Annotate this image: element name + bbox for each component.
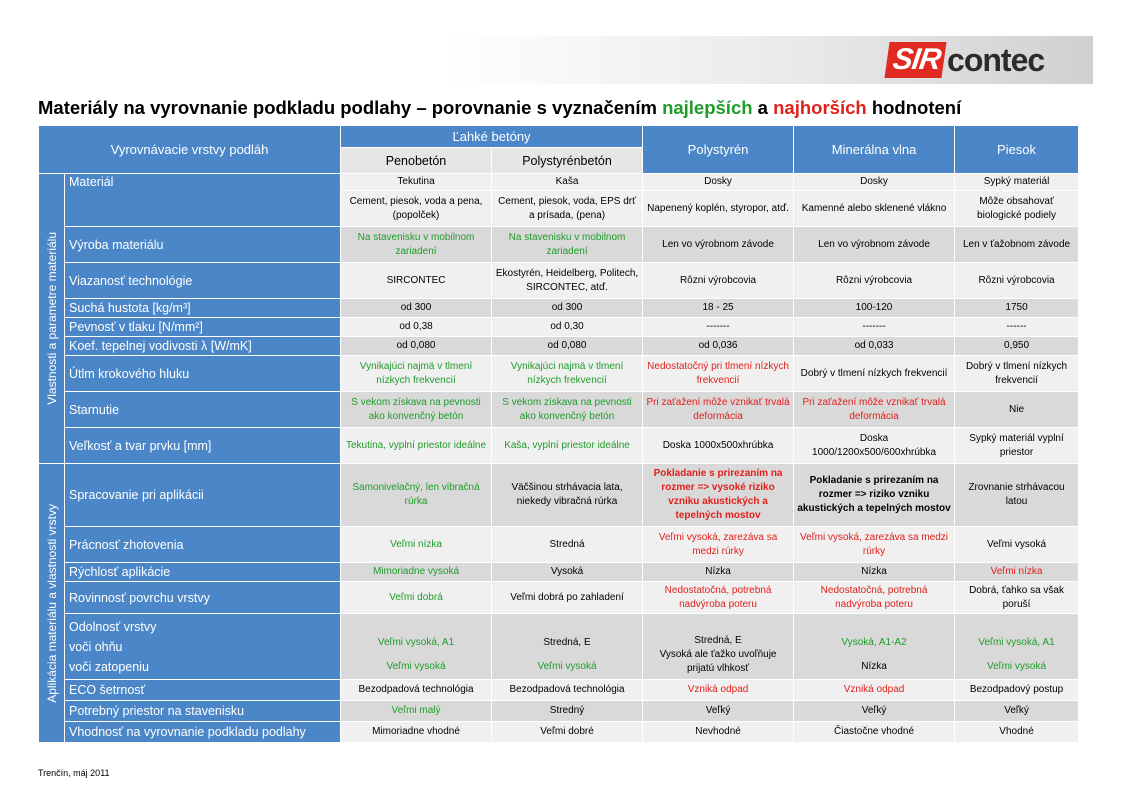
cell: Vhodné <box>955 722 1079 743</box>
cell: Nedostatočná, potrebná nadvýroba poteru <box>794 582 955 614</box>
row-label: Koef. tepelnej vodivosti λ [W/mK] <box>65 337 341 356</box>
row-label: Prácnosť zhotovenia <box>65 527 341 563</box>
cell: Nízka <box>794 563 955 582</box>
row-label: Suchá hustota [kg/m³] <box>65 299 341 318</box>
cell: Veľmi dobré <box>492 722 643 743</box>
col-header-penobeton: Penobetón <box>341 148 492 174</box>
cell: Rôzni výrobcovia <box>794 263 955 299</box>
cell: Zrovnanie strhávacou latou <box>955 464 1079 527</box>
cell: Vysoká, A1-A2 Nízka <box>794 614 955 680</box>
footer-place-date: Trenčín, máj 2011 <box>38 768 110 778</box>
cell: Napenený koplén, styropor, atď. <box>643 191 794 227</box>
cell: Pri zaťažení môže vznikať trvalá deformácia <box>794 392 955 428</box>
cell: 1750 <box>955 299 1079 318</box>
row-label: Potrebný priestor na stavenisku <box>65 701 341 722</box>
cell: Len v ťažobnom závode <box>955 227 1079 263</box>
cell: Vzniká odpad <box>643 680 794 701</box>
cell: Tekutina, vyplní priestor ideálne <box>341 428 492 464</box>
cell: Veľký <box>643 701 794 722</box>
cell: Bezodpadová technológia <box>492 680 643 701</box>
cell: Nie <box>955 392 1079 428</box>
label-resistance: Odolnosť vrstvy <box>69 619 157 634</box>
group-header-light-concrete: Ľahké betóny <box>341 126 643 148</box>
cell: Ekostyrén, Heidelberg, Politech, SIRCONTEC, atď. <box>492 263 643 299</box>
cell: Len vo výrobnom závode <box>794 227 955 263</box>
cell: Nevhodné <box>643 722 794 743</box>
cell: od 0,080 <box>492 337 643 356</box>
cell: Na stavenisku v mobilnom zariadení <box>341 227 492 263</box>
cell: Vzniká odpad <box>794 680 955 701</box>
cell: Veľmi vysoká, A1 Veľmi vysoká <box>955 614 1079 680</box>
cell: Rôzni výrobcovia <box>955 263 1079 299</box>
row-label: Viazanosť technológie <box>65 263 341 299</box>
cell: Nedostatočná, potrebná nadvýroba poteru <box>643 582 794 614</box>
cell: od 300 <box>492 299 643 318</box>
cell: Bezodpadová technológia <box>341 680 492 701</box>
cell: Čiastočne vhodné <box>794 722 955 743</box>
logo-sir-text: SIR <box>884 42 946 78</box>
cell: Pri zaťažení môže vznikať trvalá deformácia <box>643 392 794 428</box>
row-label: Rýchlosť aplikácie <box>65 563 341 582</box>
cell: od 300 <box>341 299 492 318</box>
cell: S vekom získava na pevnosti ako konvenčný betón <box>492 392 643 428</box>
cell: Stredná, E Vysoká ale ťažko uvoľňuje prijatú vlhkosť <box>643 614 794 680</box>
cell: Mimoriadne vysoká <box>341 563 492 582</box>
cell: Tekutina <box>341 174 492 191</box>
cell: Mimoriadne vhodné <box>341 722 492 743</box>
col-header-mineral-wool: Minerálna vlna <box>794 126 955 174</box>
row-label-resistance <box>65 614 341 680</box>
label-fire: voči ohňu <box>69 639 123 654</box>
row-label: ECO šetrnosť <box>65 680 341 701</box>
row-label: Materiál <box>65 174 341 227</box>
cell: Pokladanie s prirezaním na rozmer => vysoké riziko vzniku akustických a tepelných mostov <box>643 464 794 527</box>
title-main: Materiály na vyrovnanie podkladu podlahy – porovnanie s vyznačením <box>38 97 663 118</box>
cell: Sypký materiál <box>955 174 1079 191</box>
cell: Veľmi dobrá <box>341 582 492 614</box>
cell: SIRCONTEC <box>341 263 492 299</box>
col-header-polystyren: Polystyrén <box>643 126 794 174</box>
cell: Sypký materiál vyplní priestor <box>955 428 1079 464</box>
col-header-polystyrenbeton: Polystyrénbetón <box>492 148 643 174</box>
cell: Pokladanie s prirezaním na rozmer => riziko vzniku akustických a tepelných mostov <box>794 464 955 527</box>
cell: Vynikajúci najmä v tlmení nízkych frekvencií <box>492 356 643 392</box>
cell: ------ <box>955 318 1079 337</box>
row-label: Pevnosť v tlaku [N/mm²] <box>65 318 341 337</box>
cell: Stredná, E Veľmi vysoká <box>492 614 643 680</box>
cell: Veľmi vysoká, zarezáva sa medzi rúrky <box>794 527 955 563</box>
cell: Veľmi dobrá po zahladení <box>492 582 643 614</box>
cell: Cement, piesok, voda, EPS drť a prísada, (pena) <box>492 191 643 227</box>
cell: Veľmi vysoká, A1 Veľmi vysoká <box>341 614 492 680</box>
row-label: Starnutie <box>65 392 341 428</box>
cell: Nedostatočný pri tlmení nízkych frekvencií <box>643 356 794 392</box>
cell: Bezodpadový postup <box>955 680 1079 701</box>
cell: Veľmi malý <box>341 701 492 722</box>
cell: Dosky <box>794 174 955 191</box>
cell: 0,950 <box>955 337 1079 356</box>
cell: Kaša, vyplní priestor ideálne <box>492 428 643 464</box>
cell: S vekom získava na pevnosti ako konvenčný betón <box>341 392 492 428</box>
corner-header: Vyrovnávacie vrstvy podláh <box>39 126 341 174</box>
row-label: Veľkosť a tvar prvku [mm] <box>65 428 341 464</box>
title-worst: najhorších <box>773 97 867 118</box>
sircontec-logo <box>887 40 1044 80</box>
cell: od 0,080 <box>341 337 492 356</box>
cell: Rôzni výrobcovia <box>643 263 794 299</box>
cell: Dosky <box>643 174 794 191</box>
cell: Cement, piesok, voda a pena, (popolček) <box>341 191 492 227</box>
cell: Stredná <box>492 527 643 563</box>
cell: Veľmi nízka <box>341 527 492 563</box>
row-label: Rovinnosť povrchu vrstvy <box>65 582 341 614</box>
cell: Kaša <box>492 174 643 191</box>
cell: Veľmi nízka <box>955 563 1079 582</box>
cell: Dobrý v tlmení nízkych frekvencií <box>794 356 955 392</box>
row-label: Útlm krokového hluku <box>65 356 341 392</box>
cell: Veľký <box>794 701 955 722</box>
title-best: najlepších <box>662 97 753 118</box>
cell: Vynikajúci najmä v tlmení nízkych frekvencií <box>341 356 492 392</box>
cell: Veľmi vysoká, zarezáva sa medzi rúrky <box>643 527 794 563</box>
cell: od 0,033 <box>794 337 955 356</box>
cell: od 0,30 <box>492 318 643 337</box>
title-and: a <box>752 97 774 118</box>
cell: Doska 1000x500xhrúbka <box>643 428 794 464</box>
cell: Kamenné alebo sklenené vlákno <box>794 191 955 227</box>
title-end: hodnotení <box>866 97 962 118</box>
comparison-table <box>38 125 1079 743</box>
cell: Veľmi vysoká <box>955 527 1079 563</box>
cell: 100-120 <box>794 299 955 318</box>
cell: Samonivelačný, len vibračná rúrka <box>341 464 492 527</box>
cell: Dobrý v tlmení nízkych frekvencií <box>955 356 1079 392</box>
logo-contec-text: contec <box>947 41 1045 78</box>
cell: Väčšinou strhávacia lata, niekedy vibračná rúrka <box>492 464 643 527</box>
cell: Stredný <box>492 701 643 722</box>
cell: Doska 1000/1200x500/600xhrúbka <box>794 428 955 464</box>
row-label: Spracovanie pri aplikácii <box>65 464 341 527</box>
cell: Môže obsahovať biologické podiely <box>955 191 1079 227</box>
col-header-sand: Piesok <box>955 126 1079 174</box>
section-label-properties: Vlastnosti a parametre materiálu <box>39 174 65 464</box>
cell: od 0,036 <box>643 337 794 356</box>
cell: ------- <box>794 318 955 337</box>
section-label-application: Aplikácia materiálu a vlastnosti vrstvy <box>39 464 65 743</box>
cell: Nízka <box>643 563 794 582</box>
cell: ------- <box>643 318 794 337</box>
cell: Na stavenisku v mobilnom zariadení <box>492 227 643 263</box>
cell: od 0,38 <box>341 318 492 337</box>
row-label: Vhodnosť na vyrovnanie podkladu podlahy <box>65 722 341 743</box>
cell: Veľký <box>955 701 1079 722</box>
cell: Vysoká <box>492 563 643 582</box>
row-label: Výroba materiálu <box>65 227 341 263</box>
cell: Len vo výrobnom závode <box>643 227 794 263</box>
cell: Dobrá, ťahko sa však poruší <box>955 582 1079 614</box>
cell: 18 - 25 <box>643 299 794 318</box>
page-title <box>38 97 961 119</box>
label-flood: voči zatopeniu <box>69 659 149 674</box>
